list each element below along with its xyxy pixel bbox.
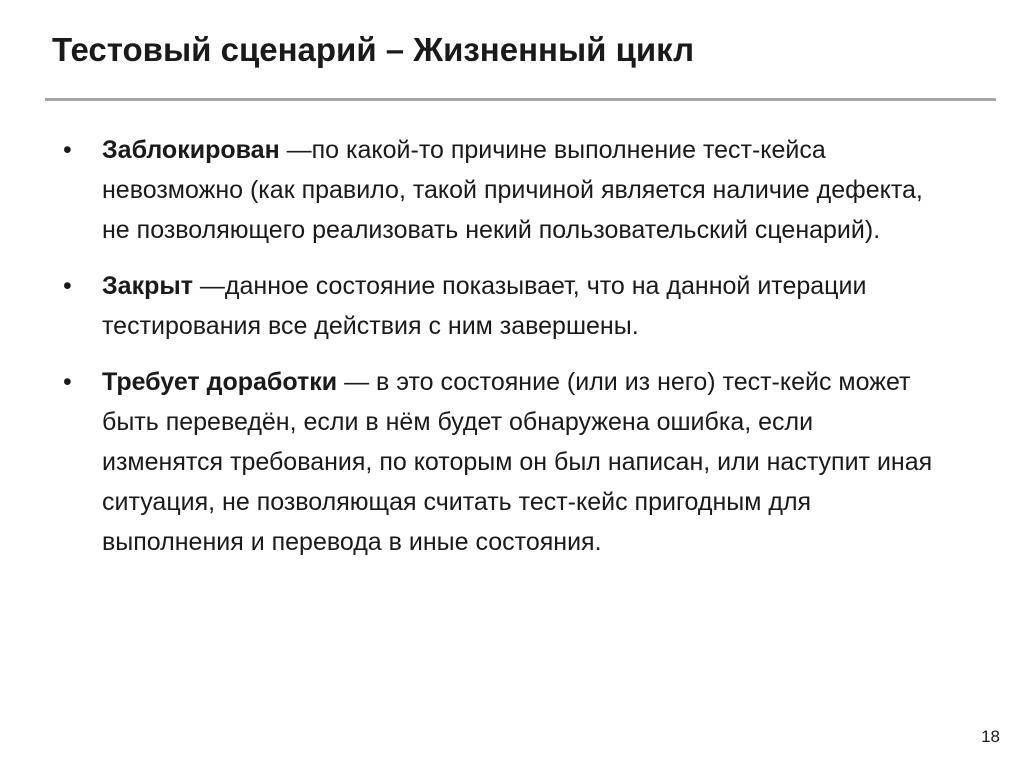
bullet-marker: • — [63, 272, 72, 300]
bullet-text: — в это состояние (или из него) тест-кейс может быть переведён, если в нём будет обнаружена ошибка, если изменятся требования, по которым он был написан, или наступит иная ситуация, не позволяющая считать тест-кейс пригодным для выполнения и перевода в иные состояния. — [102, 368, 933, 556]
bullet-item-closed — [56, 266, 936, 346]
bullet-marker: • — [63, 368, 72, 396]
page-number: 18 — [981, 727, 1000, 746]
title-divider — [45, 98, 996, 101]
bullet-list — [56, 130, 936, 578]
slide-title: Тестовый сценарий – Жизненный цикл — [52, 31, 695, 68]
bullet-term: Заблокирован — [102, 136, 280, 164]
bullet-text: —данное состояние показывает, что на данной итерации тестирования все действия с ним завершены. — [102, 272, 867, 340]
bullet-term: Требует доработки — [102, 368, 338, 396]
bullet-item-blocked — [56, 130, 936, 250]
bullet-marker: • — [63, 136, 72, 164]
bullet-text: —по какой-то причине выполнение тест-кейса невозможно (как правило, такой причиной является наличие дефекта, не позволяющего реализовать некий пользовательский сценарий). — [102, 136, 923, 244]
bullet-term: Закрыт — [102, 272, 193, 300]
bullet-item-needs-rework — [56, 362, 936, 562]
